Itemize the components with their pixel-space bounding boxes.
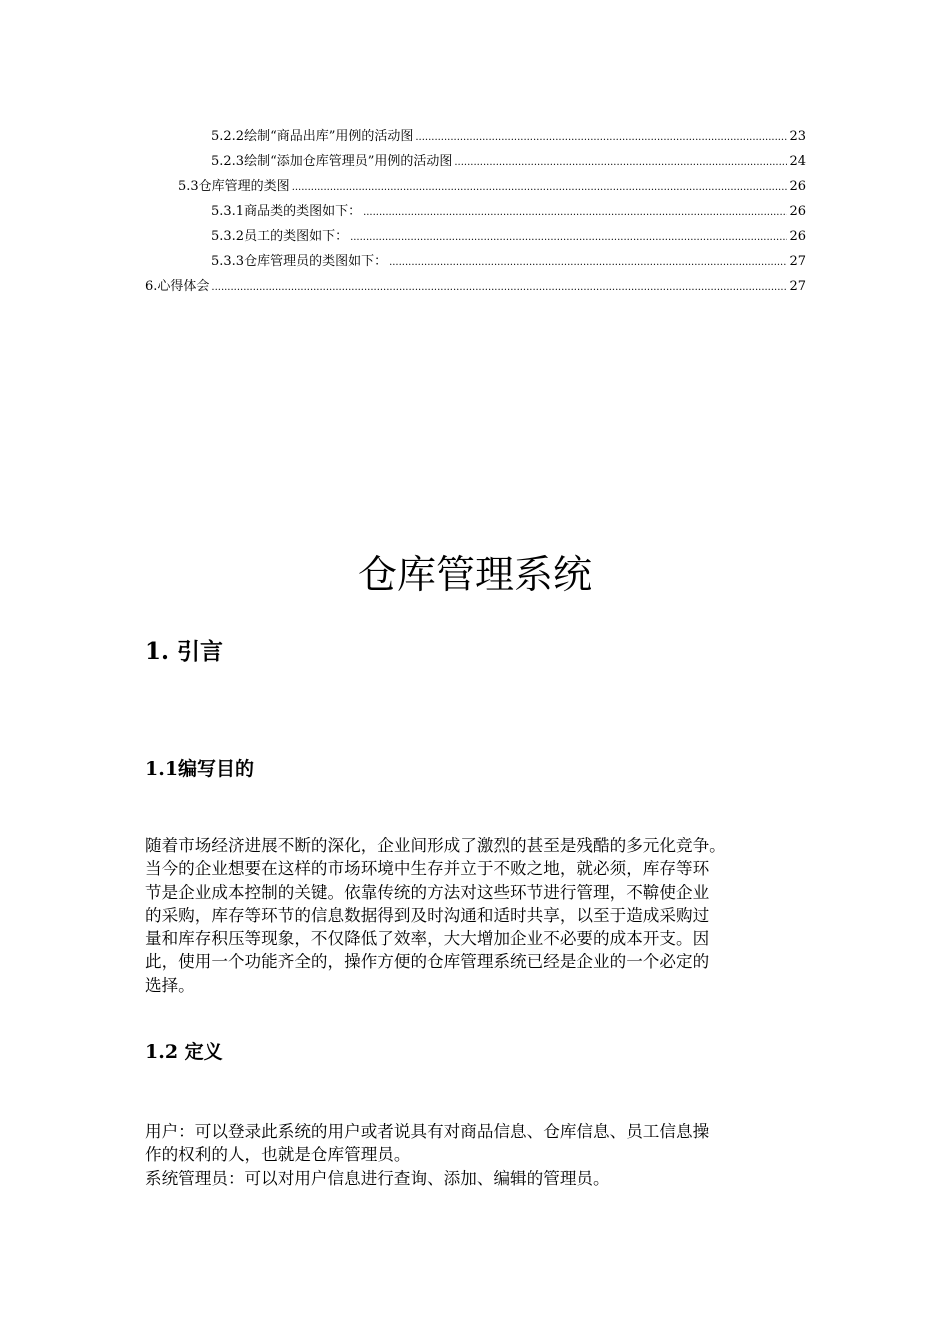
toc-entry-title: 5.3.3仓库管理员的类图如下： (211, 254, 388, 269)
document-title: 仓库管理系统 (357, 553, 592, 598)
toc-leader-dots (389, 256, 787, 270)
toc-entry-title: 5.3.1商品类的类图如下： (211, 204, 362, 219)
paragraph-line: 系统管理员：可以对用户信息进行查询、添加、编辑的管理员。 (145, 1168, 610, 1188)
toc-leader-dots (454, 156, 787, 170)
paragraph-line: 用户：可以登录此系统的用户或者说具有对商品信息、仓库信息、员工信息操 (145, 1122, 710, 1141)
toc-entry[interactable] (178, 179, 806, 195)
toc-entry-page: 26 (789, 229, 806, 244)
toc-entry[interactable] (211, 154, 806, 170)
toc-entry-page: 26 (789, 204, 806, 219)
paragraph-line: 节是企业成本控制的关键。依靠传统的方法对这些环节进行管理，不鞥使企业 (145, 882, 710, 902)
toc-entry-title: 5.3.2员工的类图如下： (211, 229, 349, 244)
toc-entry[interactable] (211, 129, 806, 145)
toc-leader-dots (350, 231, 787, 245)
paragraph-line: 作的权利的人，也就是仓库管理员。 (145, 1145, 411, 1165)
toc-entry-page: 27 (789, 279, 806, 294)
toc-entry-title: 5.2.3绘制“添加仓库管理员”用例的活动图 (211, 154, 453, 169)
subsection-heading-definitions: 1.2 定义 (145, 1041, 223, 1063)
toc-entry[interactable] (145, 279, 806, 295)
toc-entry[interactable] (211, 254, 806, 270)
toc-entry-title: 6.心得体会 (145, 279, 210, 294)
toc-leader-dots (415, 131, 787, 145)
toc-entry[interactable] (211, 204, 806, 220)
subsection-heading-purpose: 1.1编写目的 (145, 758, 255, 780)
paragraph-line: 随着市场经济进展不断的深化，企业间形成了激烈的甚至是残酷的多元化竞争。 (145, 836, 726, 855)
toc-leader-dots (363, 206, 787, 220)
toc-entry-page: 27 (789, 254, 806, 269)
paragraph-line: 此，使用一个功能齐全的，操作方便的仓库管理系统已经是企业的一个必定的 (145, 952, 710, 972)
section-heading-introduction: 1. 引言 (145, 638, 224, 665)
toc-entry-title: 5.2.2绘制“商品出库”用例的活动图 (211, 129, 414, 144)
toc-entry[interactable] (211, 229, 806, 245)
toc-entry-page: 26 (789, 179, 806, 194)
paragraph-line: 量和库存积压等现象，不仅降低了效率，大大增加企业不必要的成本开支。因 (145, 929, 710, 949)
paragraph-line: 选择。 (145, 975, 195, 995)
paragraph-line: 的采购，库存等环节的信息数据得到及时沟通和适时共享，以至于造成采购过 (145, 905, 710, 925)
toc-entry-page: 23 (789, 129, 806, 144)
definitions-paragraph (145, 1120, 825, 1190)
paragraph-line: 当今的企业想要在这样的市场环境中生存并立于不败之地，就必须，库存等环 (145, 859, 710, 879)
purpose-paragraph (145, 834, 825, 997)
toc-entry-title: 5.3仓库管理的类图 (178, 179, 290, 194)
toc-leader-dots (292, 181, 788, 195)
toc-leader-dots (211, 281, 787, 295)
toc-entry-page: 24 (789, 154, 806, 169)
